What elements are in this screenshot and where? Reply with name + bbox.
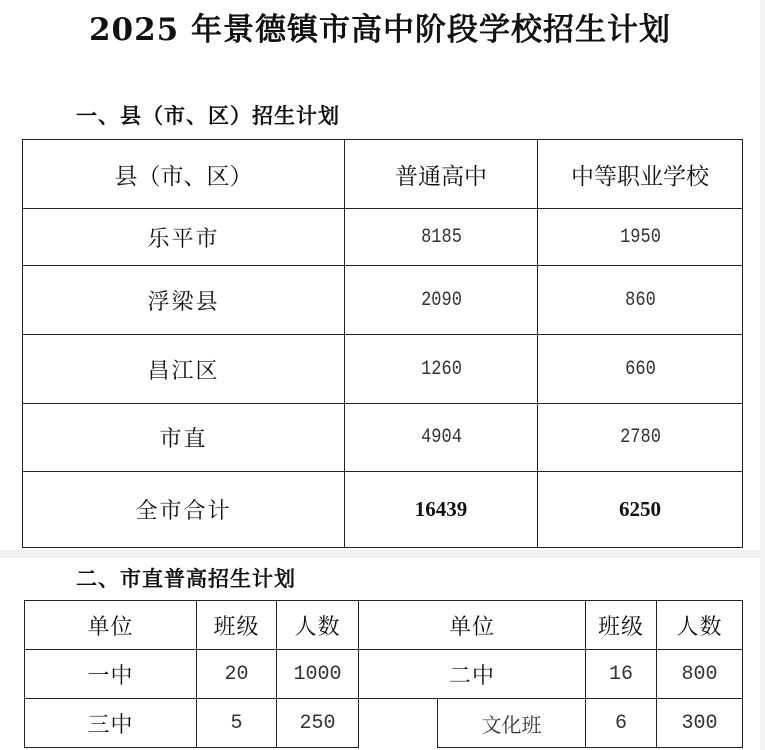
table-total-row: [23, 472, 743, 548]
class-count: 20: [197, 650, 277, 699]
header-people-2: 人数: [657, 601, 743, 650]
table-row: [23, 335, 743, 404]
page-title: 2025 年景德镇市高中阶段学校招生计划: [88, 12, 672, 48]
county-enrollment-table: [22, 139, 743, 548]
general-count: 4904: [359, 404, 523, 472]
section-heading-city-plan: 二、市直普高招生计划: [76, 567, 296, 591]
school-name: 三中: [25, 699, 197, 748]
vocational-count: 660: [553, 335, 727, 404]
city-school-enrollment-table: [24, 600, 743, 748]
section-heading-county-plan: 一、县（市、区）招生计划: [76, 104, 340, 128]
table-header-row: [25, 601, 743, 650]
class-count-2: 16: [586, 650, 657, 699]
table-row: [25, 699, 743, 748]
table-row: [23, 266, 743, 335]
general-count: 2090: [359, 266, 523, 335]
school-name-2: 二中: [359, 650, 586, 699]
header-county: 县（市、区）: [23, 140, 345, 209]
table-row: [23, 209, 743, 266]
county-name: 昌江区: [23, 335, 345, 404]
table-row: [23, 404, 743, 472]
total-general-count: 16439: [345, 472, 538, 548]
class-count-2: 6: [586, 699, 657, 748]
school-name: 一中: [25, 650, 197, 699]
header-unit-2: 单位: [359, 601, 586, 650]
people-count: 1000: [277, 650, 359, 699]
general-count: 8185: [359, 209, 523, 266]
total-vocational-count: 6250: [538, 472, 743, 548]
class-count: 5: [197, 699, 277, 748]
page-gap: [0, 550, 760, 558]
header-vocational-school: 中等职业学校: [538, 140, 743, 209]
table-header-row: [23, 140, 743, 209]
vocational-count: 860: [553, 266, 727, 335]
merged-school-cell: [359, 699, 438, 748]
table-row: [25, 650, 743, 699]
county-name: 乐平市: [23, 209, 345, 266]
total-label: 全市合计: [23, 472, 345, 548]
county-name: 市直: [23, 404, 345, 472]
header-general-high-school: 普通高中: [345, 140, 538, 209]
people-count-2: 300: [657, 699, 743, 748]
county-name: 浮梁县: [23, 266, 345, 335]
header-classes: 班级: [197, 601, 277, 650]
people-count-2: 800: [657, 650, 743, 699]
general-count: 1260: [359, 335, 523, 404]
header-people: 人数: [277, 601, 359, 650]
vocational-count: 1950: [553, 209, 727, 266]
vocational-count: 2780: [553, 404, 727, 472]
header-unit: 单位: [25, 601, 197, 650]
header-classes-2: 班级: [586, 601, 657, 650]
sub-unit-name: 文化班: [438, 699, 586, 748]
people-count: 250: [277, 699, 359, 748]
